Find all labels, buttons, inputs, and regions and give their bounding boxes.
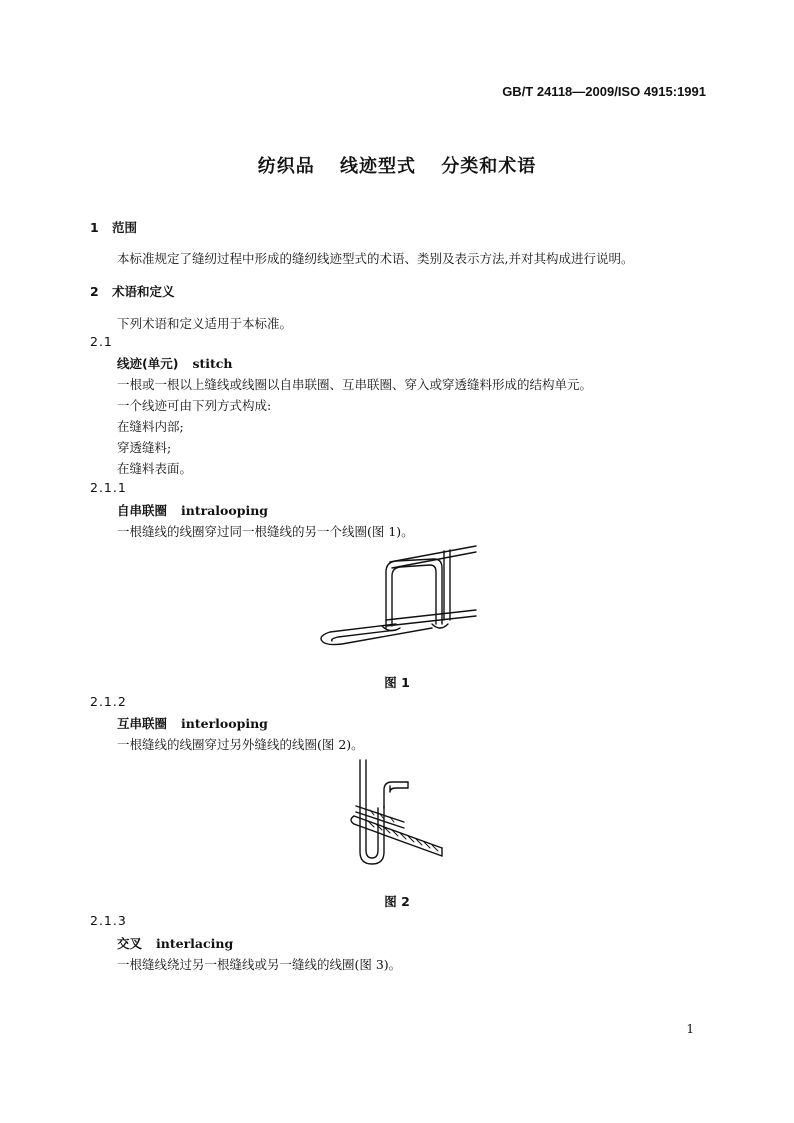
figure-1-caption: 图 1 bbox=[384, 675, 410, 690]
section-title: 术语和定义 bbox=[112, 284, 175, 299]
term-cn: 互串联圈 bbox=[117, 716, 168, 731]
clause-2-1-3-text: 一根缝线绕过另一根缝线或另一缝线的线圈(图 3)。 bbox=[117, 957, 402, 972]
term-en: interlooping bbox=[181, 716, 268, 731]
clause-2-1-line: 穿透缝料; bbox=[117, 440, 172, 455]
clause-2-1-line: 在缝料表面。 bbox=[117, 461, 193, 476]
clause-2-1-3-number: 2.1.3 bbox=[90, 913, 127, 928]
clause-2-1-3-term bbox=[117, 934, 233, 952]
section-2-heading bbox=[90, 282, 175, 300]
figure-1-intralooping-diagram bbox=[312, 540, 484, 652]
section-number: 2 bbox=[90, 284, 99, 299]
clause-2-1-term bbox=[117, 354, 232, 372]
section-1-text: 本标准规定了缝纫过程中形成的缝纫线迹型式的术语、类别及表示方法,并对其构成进行说明。 bbox=[117, 251, 634, 266]
figure-2-interlooping-diagram bbox=[344, 756, 452, 870]
term-cn: 交叉 bbox=[117, 936, 143, 951]
clause-2-1-number: 2.1 bbox=[90, 334, 113, 349]
title-part-3: 分类和术语 bbox=[441, 156, 537, 177]
standard-number: GB/T 24118—2009/ISO 4915:1991 bbox=[502, 84, 706, 99]
clause-2-1-2-text: 一根缝线的线圈穿过另外缝线的线圈(图 2)。 bbox=[117, 737, 364, 752]
section-2-text: 下列术语和定义适用于本标准。 bbox=[117, 316, 293, 331]
section-1-heading bbox=[90, 218, 137, 236]
figure-2-caption: 图 2 bbox=[384, 894, 410, 909]
title-part-1: 纺织品 bbox=[257, 156, 315, 177]
clause-2-1-line: 在缝料内部; bbox=[117, 419, 184, 434]
title-part-2: 线迹型式 bbox=[340, 156, 416, 177]
clause-2-1-1-term bbox=[117, 501, 268, 519]
clause-2-1-1-text: 一根缝线的线圈穿过同一根缝线的另一个线圈(图 1)。 bbox=[117, 524, 414, 539]
clause-2-1-line: 一根或一根以上缝线或线圈以自串联圈、互串联圈、穿入或穿透缝料形成的结构单元。 bbox=[117, 377, 593, 392]
clause-2-1-1-number: 2.1.1 bbox=[90, 480, 127, 495]
section-number: 1 bbox=[90, 220, 99, 235]
term-en: intralooping bbox=[181, 503, 269, 518]
clause-2-1-2-term bbox=[117, 714, 268, 732]
page-number: 1 bbox=[686, 1022, 694, 1036]
clause-2-1-line: 一个线迹可由下列方式构成: bbox=[117, 398, 272, 413]
clause-2-1-2-number: 2.1.2 bbox=[90, 694, 127, 709]
term-en: stitch bbox=[192, 356, 233, 371]
term-en: interlacing bbox=[156, 936, 234, 951]
term-cn: 线迹(单元) bbox=[117, 356, 179, 371]
section-title: 范围 bbox=[112, 220, 138, 235]
page-title bbox=[0, 152, 794, 178]
term-cn: 自串联圈 bbox=[117, 503, 168, 518]
